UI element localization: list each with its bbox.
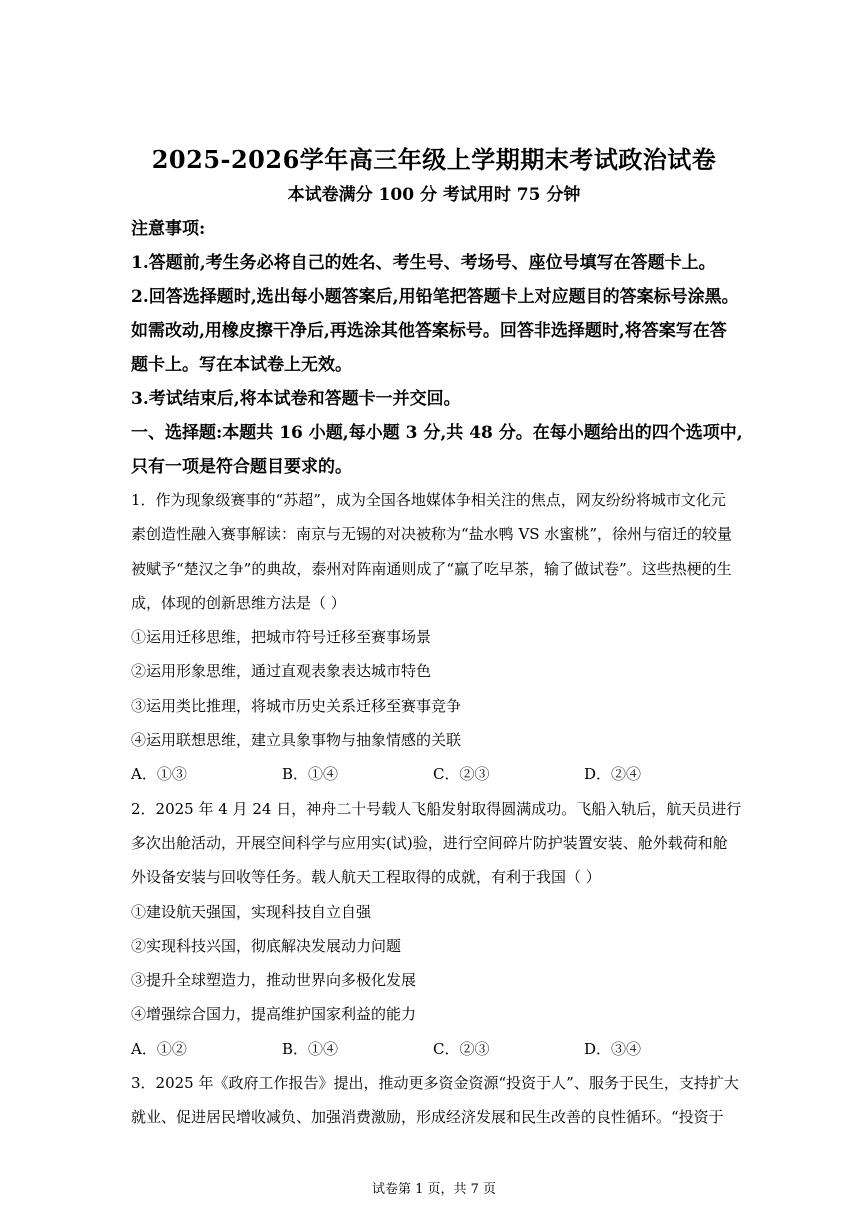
- question-stem-line: 成，体现的创新思维方法是（ ）: [131, 593, 346, 612]
- choice-d: D．③④: [584, 1039, 642, 1058]
- section-heading-line: 只有一项是符合题目要求的。: [131, 457, 352, 477]
- exam-title: 2025-2026学年高三年级上学期期末考试政治试卷: [151, 145, 717, 174]
- statement-option: ②实现科技兴国，彻底解决发展动力问题: [131, 936, 402, 955]
- statement-option: ④增强综合国力，提高维护国家利益的能力: [131, 1005, 417, 1024]
- instruction-line: 2.回答选择题时,选出每小题答案后,用铅笔把答题卡上对应题目的答案标号涂黑。: [131, 287, 739, 307]
- question-stem-line: 被赋予“楚汉之争”的典故，泰州对阵南通则成了“赢了吃早茶，输了做试卷”。这些热梗的生: [131, 559, 732, 578]
- choice-a: A．①②: [131, 1039, 187, 1058]
- question-stem-line: 就业、促进居民增收减负、加强消费激励，形成经济发展和民生改善的良性循环。“投资于: [131, 1108, 724, 1127]
- questions: [131, 483, 756, 1135]
- question-stem-line: 3．2025 年《政府工作报告》提出，推动更多资金资源“投资于人”、服务于民生，支持扩大: [131, 1074, 739, 1093]
- choice-c: C．②③: [433, 765, 490, 784]
- instructions-heading: 注意事项:: [131, 219, 206, 239]
- exam-subtitle: 本试卷满分 100 分 考试用时 75 分钟: [287, 185, 581, 205]
- instruction-line: 如需改动,用橡皮擦干净后,再选涂其他答案标号。回答非选择题时,将答案写在答: [131, 321, 727, 341]
- choice-a: A．①③: [131, 765, 187, 784]
- section-heading-line: 一、选择题:本题共 16 小题,每小题 3 分,共 48 分。在每小题给出的四个选项中,: [131, 423, 743, 443]
- instructions: [131, 212, 756, 416]
- instruction-line: 3.考试结束后,将本试卷和答题卡一并交回。: [131, 389, 461, 409]
- question-3: [131, 1066, 756, 1135]
- choice-d: D．②④: [584, 765, 642, 784]
- question-stem-line: 外设备安装与回收等任务。载人航天工程取得的成就，有利于我国（ ）: [131, 868, 601, 887]
- statement-option: ④运用联想思维，建立具象事物与抽象情感的关联: [131, 731, 462, 750]
- question-stem-line: 素创造性融入赛事解读：南京与无锡的对决被称为“盐水鸭 VS 水蜜桃”，徐州与宿迁的较量: [131, 525, 732, 544]
- question-stem-line: 多次出舱活动，开展空间科学与应用实(试)验，进行空间碎片防护装置安装、舱外载荷和舱: [131, 833, 728, 852]
- section-heading: [131, 416, 756, 484]
- question-stem-line: 2．2025 年 4 月 24 日，神舟二十号载人飞船发射取得圆满成功。飞船入轨后，航天员进行: [131, 799, 742, 818]
- statement-option: ③运用类比推理，将城市历史关系迁移至赛事竞争: [131, 696, 462, 715]
- question-stem-line: 1．作为现象级赛事的“苏超”，成为全国各地媒体争相关注的焦点，网友纷纷将城市文化元: [131, 491, 726, 509]
- statement-option: ①建设航天强国，实现科技自立自强: [131, 902, 372, 921]
- statement-option: ③提升全球塑造力，推动世界向多极化发展: [131, 971, 417, 990]
- instruction-line: 1.答题前,考生务必将自己的姓名、考生号、考场号、座位号填写在答题卡上。: [131, 253, 716, 273]
- choice-b: B．①④: [282, 765, 339, 784]
- answer-choices: [131, 757, 756, 791]
- page-footer: 试卷第 1 页，共 7 页: [371, 1182, 497, 1197]
- choice-c: C．②③: [433, 1039, 490, 1058]
- question-2: [131, 792, 756, 1066]
- statement-option: ①运用迁移思维，把城市符号迁移至赛事场景: [131, 628, 432, 647]
- answer-choices: [131, 1032, 756, 1066]
- instruction-line: 题卡上。写在本试卷上无效。: [131, 355, 352, 375]
- choice-b: B．①④: [282, 1039, 339, 1058]
- statement-option: ②运用形象思维，通过直观表象表达城市特色: [131, 662, 432, 681]
- question-1: [131, 483, 756, 792]
